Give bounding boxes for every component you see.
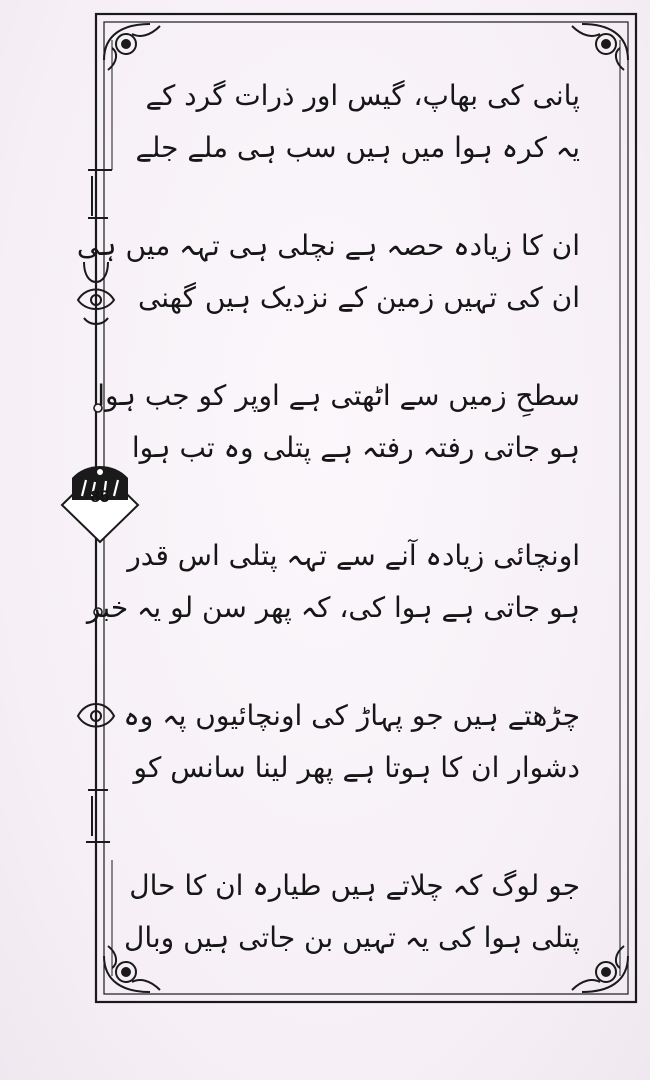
poem-line: جو لوگ کہ چلاتے ہیں طیارہ ان کا حال xyxy=(129,869,580,902)
page-number: 85 xyxy=(90,487,110,506)
stanza-2 xyxy=(76,220,580,324)
poem-line: ان کا زیادہ حصہ ہے نچلی ہی تہہ میں ہی xyxy=(76,229,580,262)
poem-line: سطحِ زمیں سے اٹھتی ہے اوپر کو جب ہوا xyxy=(97,379,580,412)
stanza-1 xyxy=(135,70,580,174)
spine-ornament-upper xyxy=(88,170,112,218)
poem-line: پانی کی بھاپ، گیس اور ذرات گرد کے xyxy=(145,79,580,112)
stanza-3 xyxy=(97,370,580,474)
poem-line: چڑھتے ہیں جو پہاڑ کی اونچائیوں پہ وہ xyxy=(123,699,580,732)
poem-line: ہو جاتی ہے ہوا کی، کہ پھر سن لو یہ خبر xyxy=(86,591,580,624)
poem-line: یہ کرہ ہوا میں ہیں سب ہی ملے جلے xyxy=(135,131,580,164)
stanza-6 xyxy=(124,860,580,964)
poem-line: اونچائی زیادہ آنے سے تہہ پتلی اس قدر xyxy=(127,539,580,572)
poem-line: پتلی ہوا کی یہ تہیں بن جاتی ہیں وبال xyxy=(124,921,580,954)
poem-line: ہو جاتی رفتہ رفتہ ہے پتلی وہ تب ہوا xyxy=(131,431,580,464)
stanza-5 xyxy=(123,690,580,794)
poem-line: دشوار ان کا ہوتا ہے پھر لینا سانس کو xyxy=(133,751,580,784)
poem-line: ان کی تہیں زمین کے نزدیک ہیں گھنی xyxy=(137,281,580,314)
stanza-4 xyxy=(86,530,580,634)
